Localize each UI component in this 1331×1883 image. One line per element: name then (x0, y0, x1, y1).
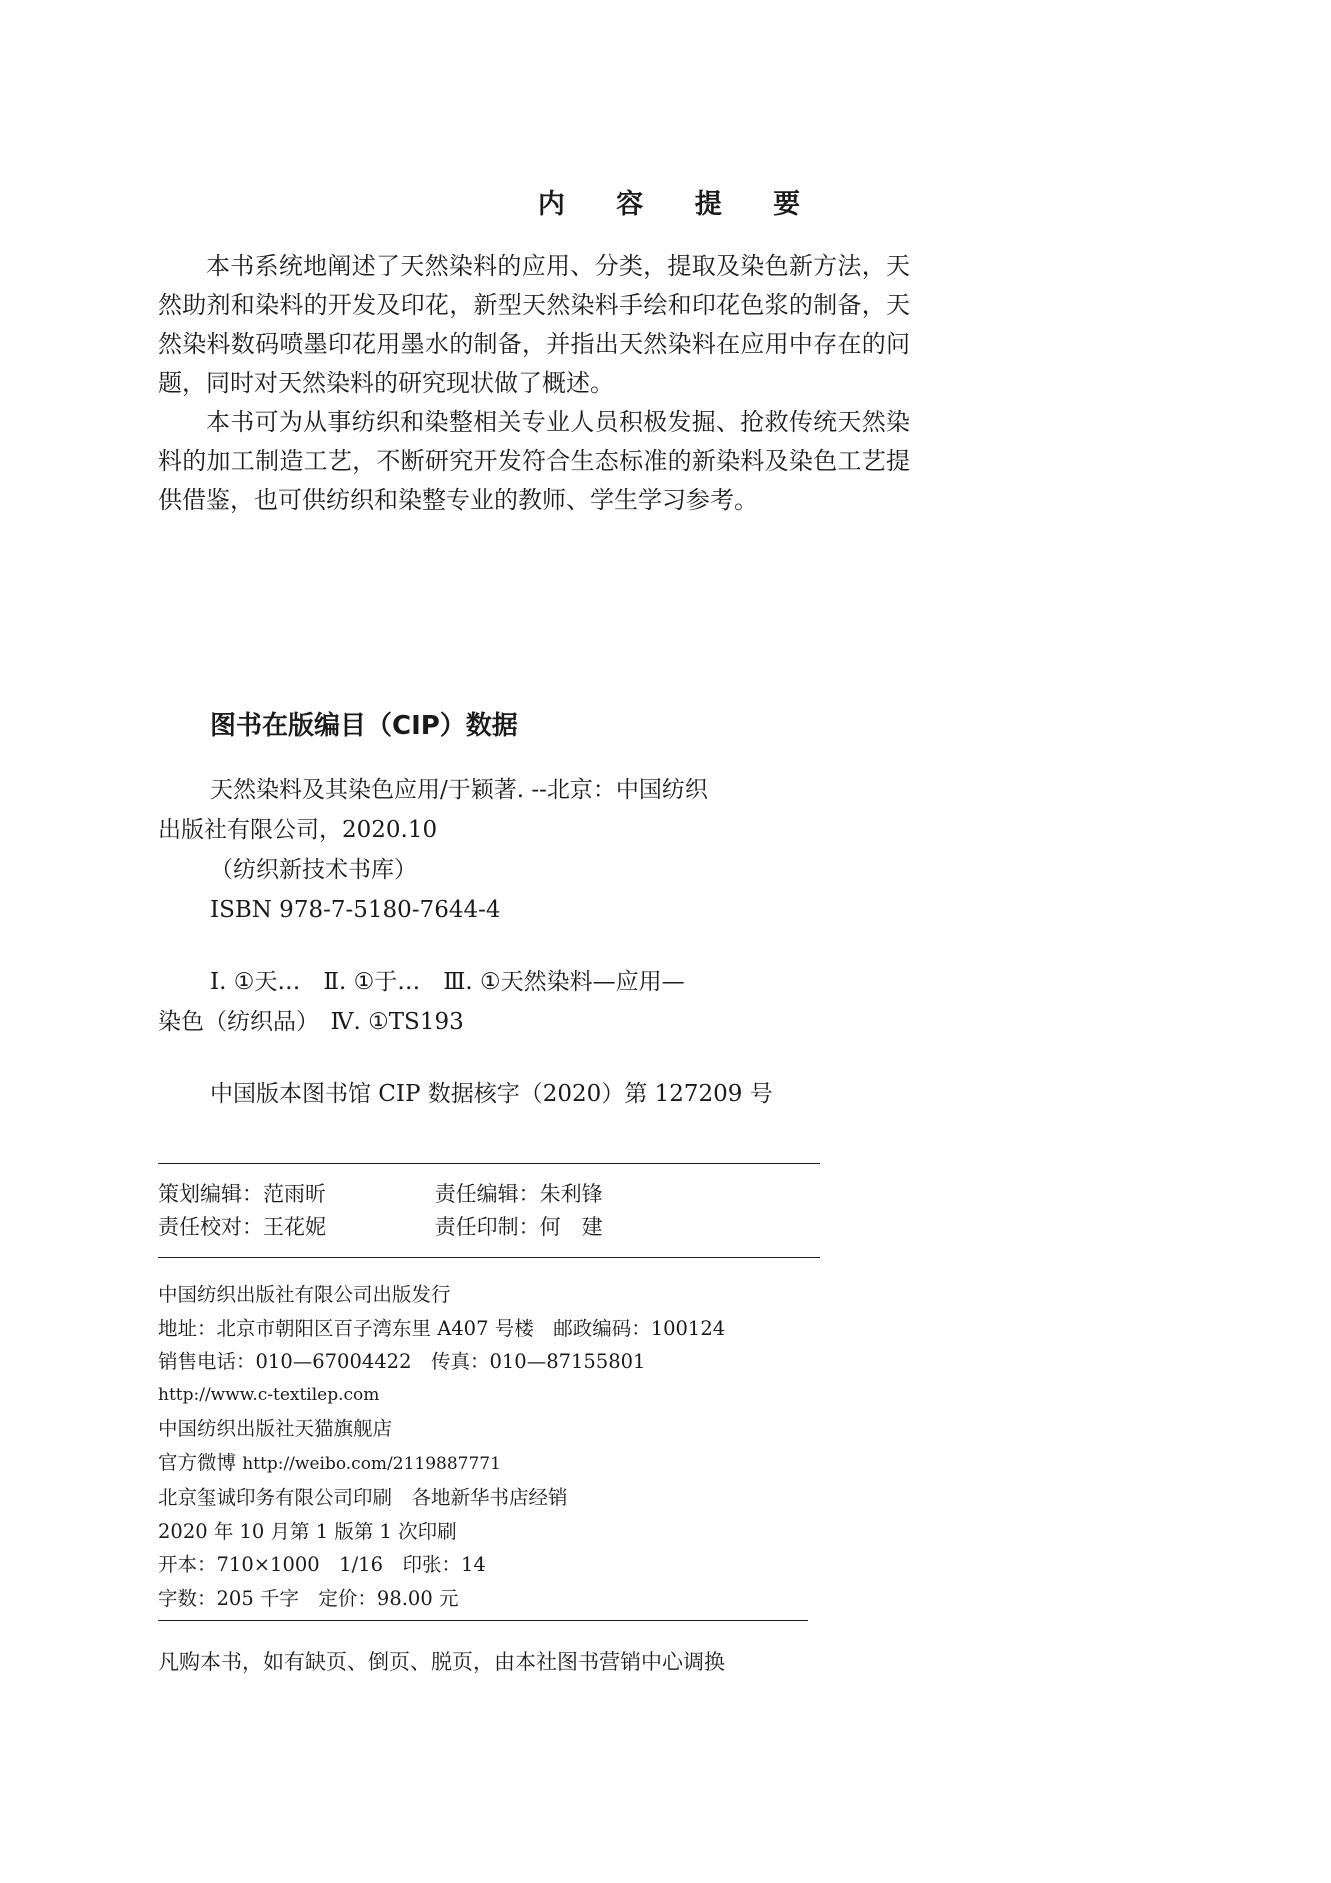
divider (158, 1163, 820, 1164)
publisher-format: 开本：710×1000 1/16 印张：14 (158, 1553, 486, 1576)
publisher-phone: 销售电话：010—67004422 传真：010—87155801 (158, 1350, 646, 1373)
weibo-label: 官方微博 (158, 1450, 237, 1474)
publisher-website: http://www.c-textilep.com (158, 1384, 380, 1405)
divider (158, 1257, 820, 1258)
printing-supervisor: 责任印制：何 建 (434, 1215, 603, 1239)
cip-classification: Ⅰ. ①天… Ⅱ. ①于… Ⅲ. ①天然染料—应用— (210, 969, 685, 995)
cip-isbn: ISBN 978-7-5180-7644-4 (210, 897, 501, 923)
publisher-name: 中国纺织出版社有限公司出版发行 (158, 1283, 451, 1306)
publisher-store: 中国纺织出版社天猫旗舰店 (158, 1417, 393, 1440)
proofreader: 责任校对：王花妮 (158, 1215, 326, 1239)
footer-note: 凡购本书，如有缺页、倒页、脱页，由本社图书营销中心调换 (158, 1650, 725, 1674)
summary-paragraph: 本书可为从事纺织和染整相关专业人员积极发掘、抢救传统天然染料的加工制造工艺，不断研究开发符合生态标准的新染料及染色工艺提供借鉴，也可供纺织和染整专业的教师、学生学习参考。 (158, 408, 910, 514)
divider (158, 1620, 808, 1621)
cip-title: 图书在版编目（CIP）数据 (210, 711, 518, 741)
summary-paragraph: 本书系统地阐述了天然染料的应用、分类，提取及染色新方法，天然助剂和染料的开发及印花，新型天然染料手绘和印花色浆的制备，天然染料数码喷墨印花用墨水的制备，并指出天然染料在应用中存在的问题，同时对天然染料的研究现状做了概述。 (158, 252, 910, 397)
planning-editor: 策划编辑：范雨昕 (158, 1182, 326, 1206)
publisher-price: 字数：205 千字 定价：98.00 元 (158, 1586, 459, 1610)
publisher-info (158, 1278, 725, 1615)
cip-series: （纺织新技术书库） (210, 857, 417, 883)
weibo-url: http://weibo.com/2119887771 (242, 1453, 501, 1474)
cip-record-line: 天然染料及其染色应用/于颖著. --北京：中国纺织 (210, 777, 708, 803)
cip-classification: 染色（纺织品） Ⅳ. ①TS193 (158, 1009, 464, 1035)
summary-body (158, 247, 910, 520)
cip-record (158, 770, 778, 1114)
staff-credits (158, 1178, 603, 1244)
publisher-printer: 北京玺诚印务有限公司印刷 各地新华书店经销 (158, 1486, 568, 1509)
publisher-address: 地址：北京市朝阳区百子湾东里 A407 号楼 邮政编码：100124 (158, 1316, 726, 1340)
responsible-editor: 责任编辑：朱利锋 (434, 1182, 603, 1206)
publisher-edition: 2020 年 10 月第 1 版第 1 次印刷 (158, 1519, 457, 1543)
cip-record-number: 中国版本图书馆 CIP 数据核字（2020）第 127209 号 (210, 1081, 773, 1107)
cip-record-line: 出版社有限公司，2020.10 (158, 817, 438, 843)
summary-title: 内 容 提 要 (537, 189, 822, 220)
